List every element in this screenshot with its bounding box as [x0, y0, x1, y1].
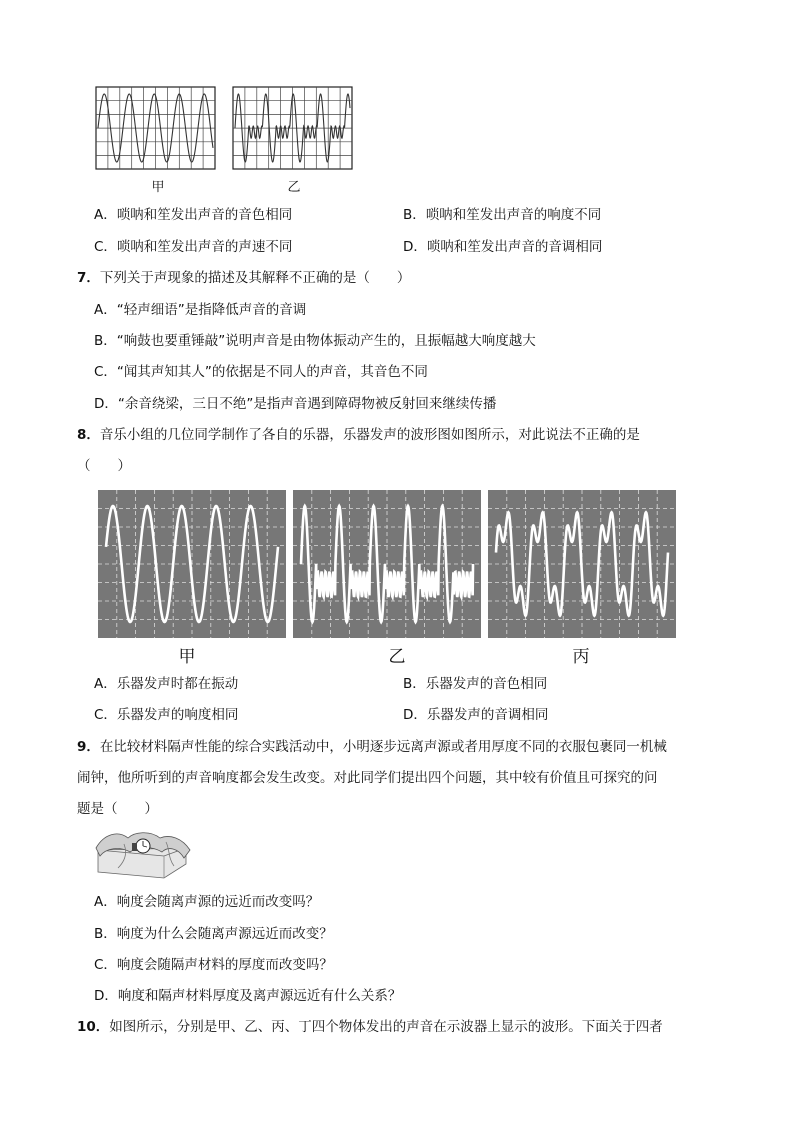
q8-fig-label-yi: 乙: [388, 647, 406, 667]
q8-waveform-figure: [98, 490, 678, 640]
q9-option-b[interactable]: B．响度为什么会随离声源远近而改变？: [94, 926, 333, 942]
q9-stem-line2: 闹钟，他所听到的声音响度都会发生改变。对此同学们提出四个问题，其中较有价值且可探究的问: [77, 770, 658, 786]
q9-option-d[interactable]: D．响度和隔声材料厚度及离声源远近有什么关系？: [94, 988, 402, 1004]
q8-number: 8．: [77, 427, 100, 443]
q10-number: 10．: [77, 1019, 110, 1035]
q8-fig-label-bing: 丙: [572, 647, 590, 667]
q8-stem: [77, 426, 640, 444]
q6-option-a[interactable]: A．唢呐和笙发出声音的音色相同: [94, 207, 293, 223]
q6-option-c[interactable]: C．唢呐和笙发出声音的声速不同: [94, 239, 293, 255]
q6-option-b[interactable]: B．唢呐和笙发出声音的响度不同: [403, 207, 602, 223]
q8-option-c[interactable]: C．乐器发声的响度相同: [94, 707, 239, 723]
q8-waveform-bing: [488, 490, 676, 638]
q8-waveform-jia: [98, 490, 286, 638]
q8-stem-bracket: （ ）: [77, 458, 131, 474]
q9-stem-text: 在比较材料隔声性能的综合实践活动中，小明逐步远离声源或者用厚度不同的衣服包裹同一机械: [99, 739, 667, 755]
q6-fig-label-yi: 乙: [287, 180, 301, 195]
q8-stem-text: 音乐小组的几位同学制作了各自的乐器，乐器发声的波形图如图所示，对此说法不正确的是: [99, 427, 640, 443]
alarm-clock-in-box-figure: [94, 828, 192, 880]
q7-option-c[interactable]: C．“闻其声知其人”的依据是不同人的声音，其音色不同: [94, 364, 428, 380]
q7-option-d[interactable]: D．“余音绕梁，三日不绝”是指声音遇到障碍物被反射回来继续传播: [94, 396, 497, 412]
q9-stem-line1: [77, 738, 667, 756]
q7-number: 7．: [77, 270, 100, 286]
q6-waveform-figure: [94, 86, 356, 172]
q8-option-d[interactable]: D．乐器发声的音调相同: [403, 707, 549, 723]
q8-fig-label-jia: 甲: [178, 647, 196, 667]
q10-stem: [77, 1018, 663, 1036]
q9-stem-line3: 题是（ ）: [77, 801, 158, 817]
q9-option-c[interactable]: C．响度会随隔声材料的厚度而改变吗？: [94, 957, 333, 973]
q9-number: 9．: [77, 739, 100, 755]
q10-stem-text: 如图所示，分别是甲、乙、丙、丁四个物体发出的声音在示波器上显示的波形。下面关于四者: [109, 1019, 663, 1035]
q7-option-b[interactable]: B．“响鼓也要重锤敲”说明声音是由物体振动产生的，且振幅越大响度越大: [94, 333, 536, 349]
q7-stem-text: 下列关于声现象的描述及其解释不正确的是（ ）: [99, 270, 411, 286]
q7-option-a[interactable]: A．“轻声细语”是指降低声音的音调: [94, 302, 307, 318]
q6-option-d[interactable]: D．唢呐和笙发出声音的音调相同: [403, 239, 603, 255]
q7-stem: [77, 269, 410, 287]
q6-fig-label-jia: 甲: [151, 180, 165, 195]
q8-option-b[interactable]: B．乐器发声的音色相同: [403, 676, 548, 692]
q8-option-a[interactable]: A．乐器发声时都在振动: [94, 676, 239, 692]
q8-waveform-yi: [293, 490, 481, 638]
q6-waveform-yi: [233, 87, 352, 169]
q6-waveform-jia: [96, 87, 215, 169]
q9-option-a[interactable]: A．响度会随离声源的远近而改变吗？: [94, 894, 320, 910]
